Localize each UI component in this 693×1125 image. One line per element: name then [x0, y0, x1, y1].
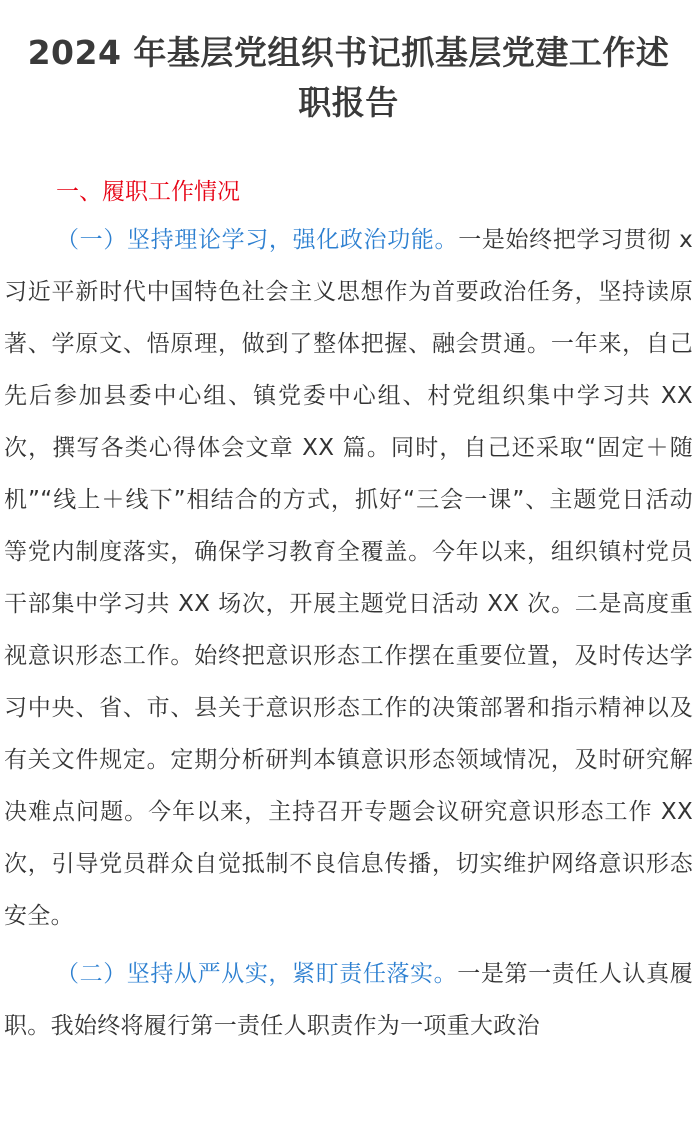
paragraph-1 [4, 214, 693, 942]
title-line-1: 2024 年基层党组织书记抓基层党建工作述 [27, 33, 670, 72]
document-title [4, 28, 693, 128]
title-line-2: 职报告 [298, 83, 399, 122]
paragraph-1-body: 一是始终把学习贯彻 x 习近平新时代中国特色社会主义思想作为首要政治任务，坚持读原著、学原文、悟原理，做到了整体把握、融会贯通。一年来，自己先后参加县委中心组、镇党委中心组、村党组织集中学习共 XX 次，撰写各类心得体会文章 XX 篇。同时，自己还采取“固定＋随机”“线上＋线下”相结合的方式，抓好“三会一课”、主题党日活动等党内制度落实，确保学习教育全覆盖。今年以来，组织镇村党员干部集中学习共 XX 场次，开展主题党日活动 XX 次。二是高度重视意识形态工作。始终把意识形态工作摆在重要位置，及时传达学习中央、省、市、县关于意识形态工作的决策部署和指示精神以及有关文件规定。定期分析研判本镇意识形态领域情况，及时研究解决难点问题。今年以来，主持召开专题会议研究意识形态工作 XX 次，引导党员群众自觉抵制不良信息传播，切实维护网络意识形态安全。 [4, 227, 693, 929]
document-page [0, 28, 693, 1125]
paragraph-2 [4, 948, 693, 1052]
section-heading: 一、履职工作情况 [56, 179, 240, 205]
paragraph-2-body: 一是第一责任人认真履职。我始终将履行第一责任人职责作为一项重大政治 [4, 961, 693, 1039]
subheading-1: （一）坚持理论学习，强化政治功能。 [56, 227, 459, 253]
subheading-2: （二）坚持从严从实，紧盯责任落实。 [56, 961, 458, 987]
